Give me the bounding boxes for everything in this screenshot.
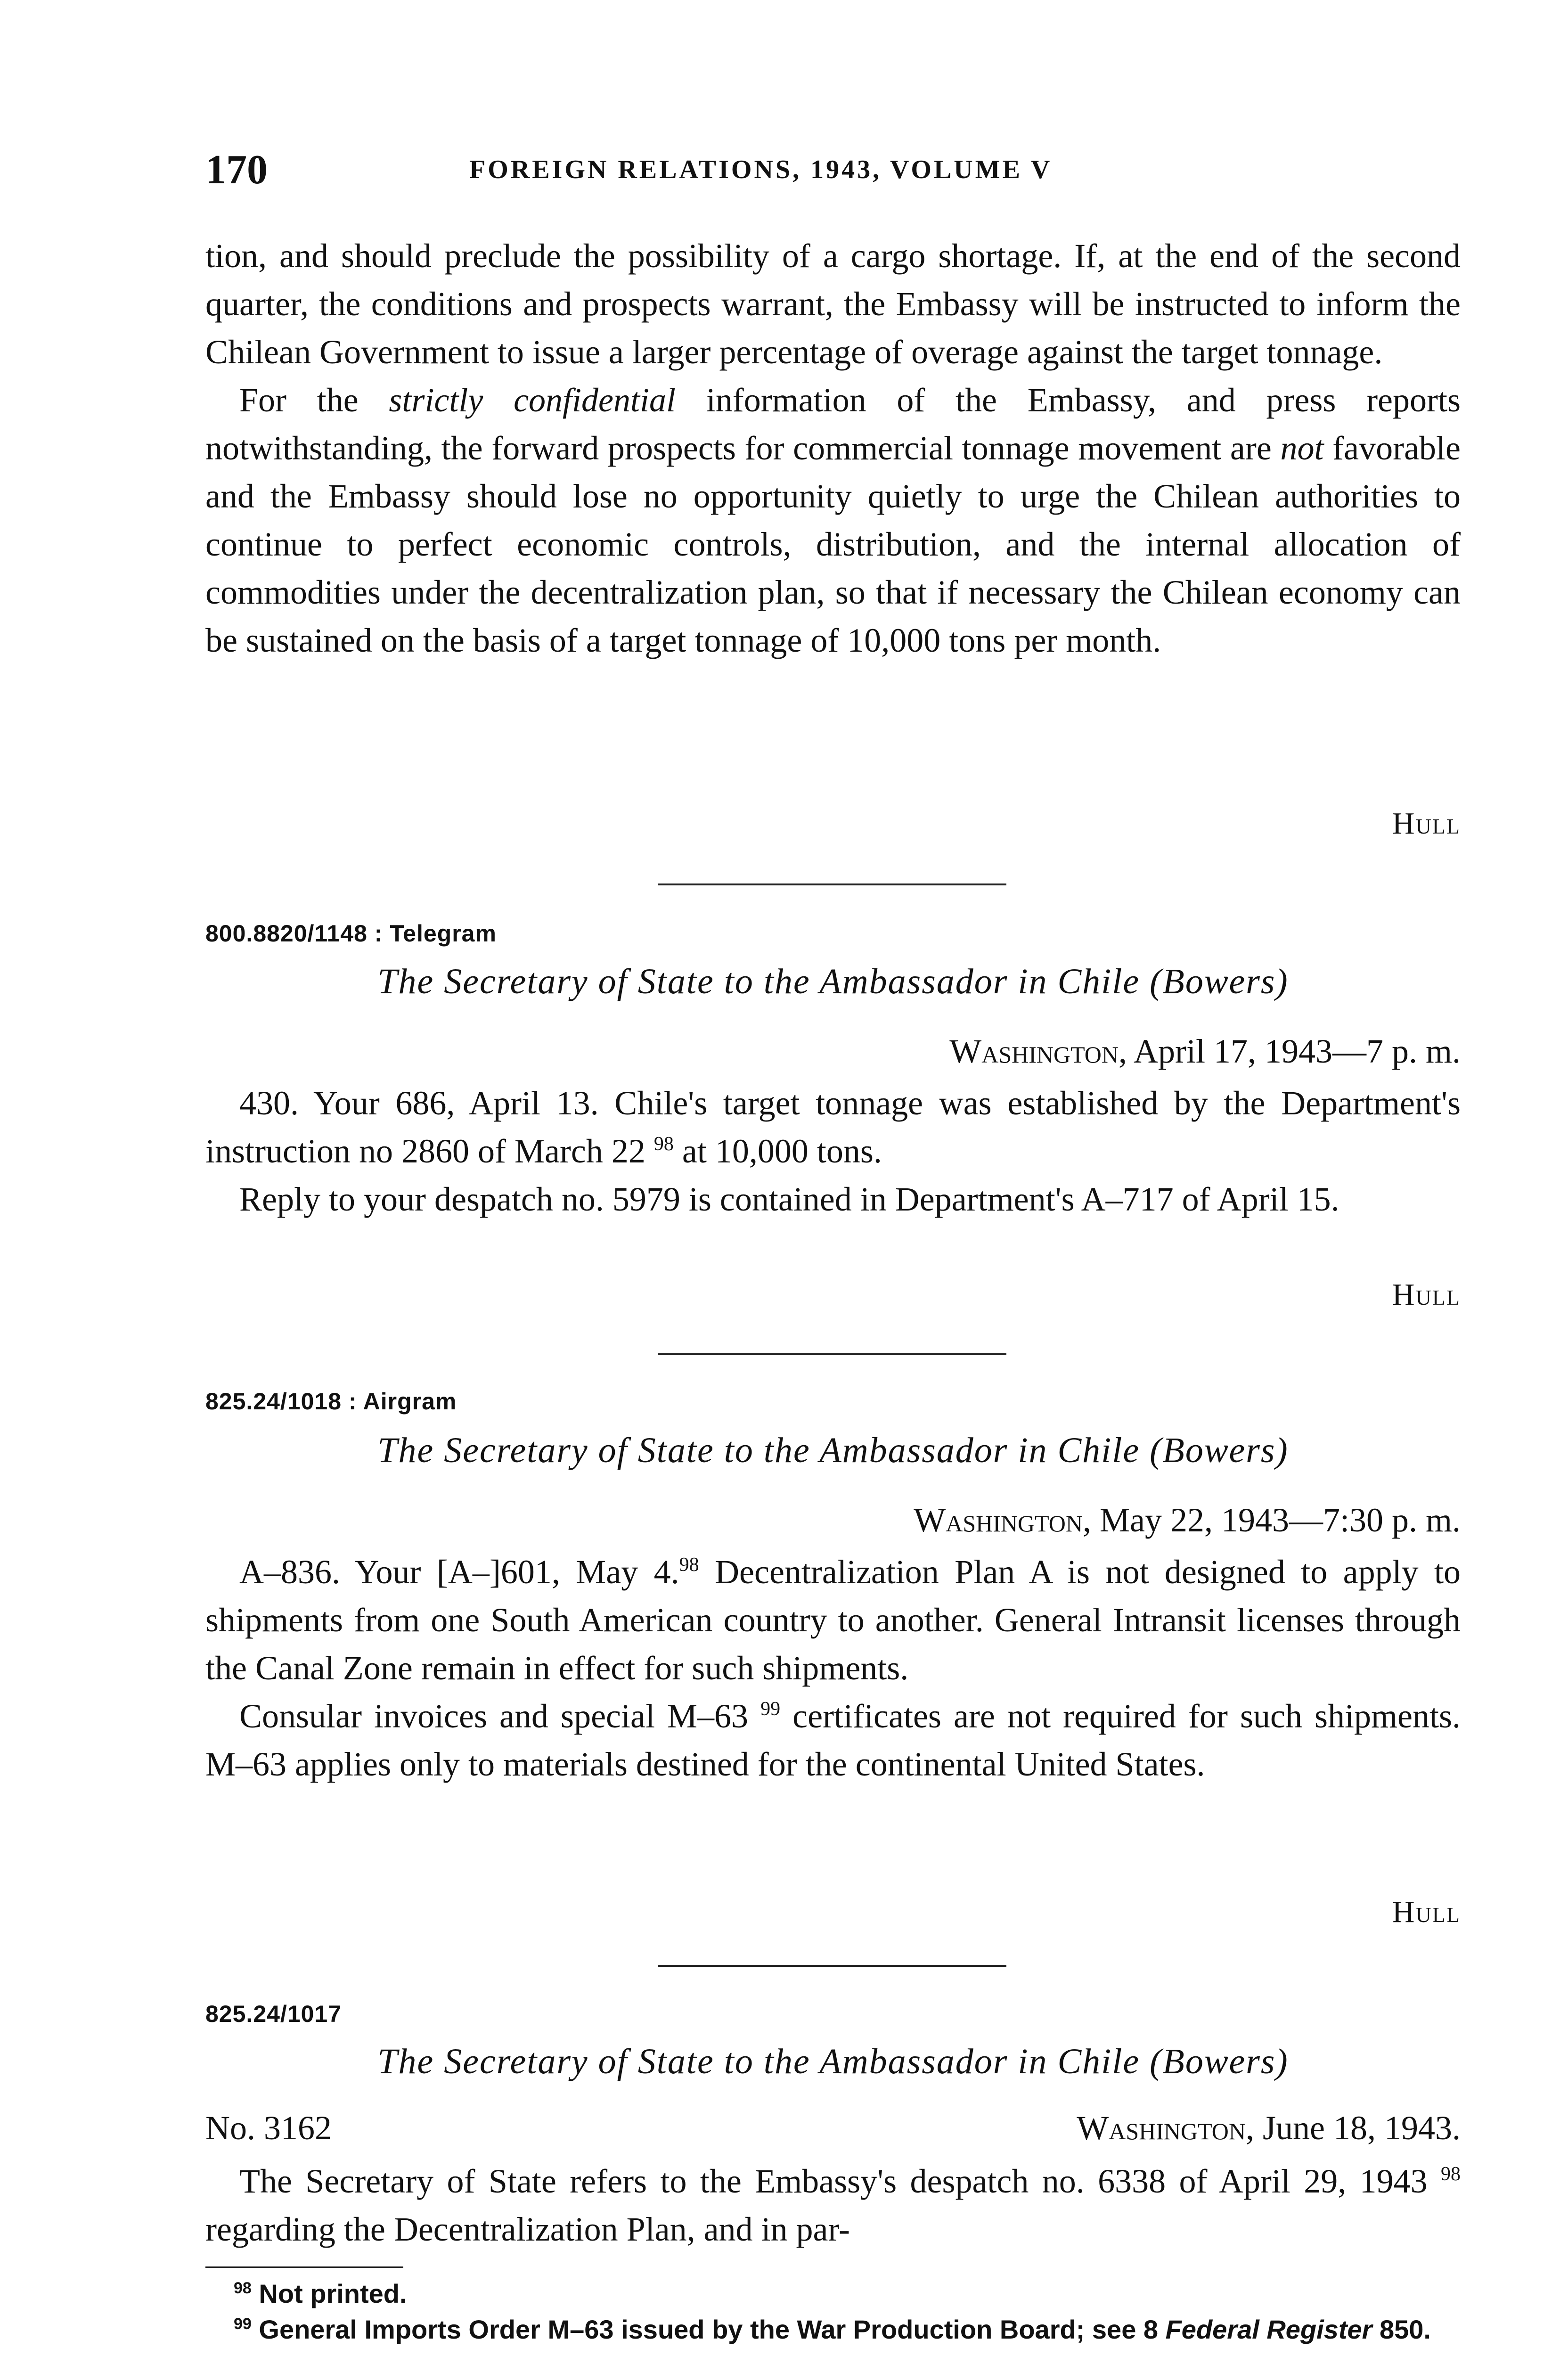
footnote-ref: 98 (679, 1554, 699, 1576)
file-number-2: 825.24/1018 : Airgram (205, 1388, 457, 1415)
footnote-divider (205, 2266, 403, 2268)
signature-hull-2: Hull (1392, 1277, 1461, 1312)
footnote-ref: 99 (760, 1698, 781, 1720)
dateline-3: Washington, June 18, 1943. (1077, 2109, 1461, 2147)
emphasis-not: not (1280, 429, 1324, 467)
address-heading-3: The Secretary of State to the Ambassador in Chile (Bowers) (377, 2042, 1289, 2081)
footnote-ref: 98 (1441, 2163, 1461, 2185)
continuation-paragraph-2: For the strictly confidential information of the Embassy, and press reports notwithstanding, the forward prospects for commercial tonnage movement are not favorable and the Embassy should lose no opportunity quietly to urge the Chilean authorities to continue to perfect economic controls, distribution, and the internal allocation of commodities under the decentralization plan, so that if necessary the Chilean economy can be sustained on the basis of a target tonnage of 10,000 tons per month. (205, 381, 1461, 659)
section-divider (658, 1353, 1006, 1355)
instruction-paragraph-1: The Secretary of State refers to the Embassy's despatch no. 6338 of April 29, 1943 $^{98}$ regarding the Decentralization Plan, and in par- (205, 2162, 1461, 2248)
file-number-3: 825.24/1017 (205, 2001, 342, 2027)
telegram-body (205, 1079, 1461, 1223)
address-heading-1: The Secretary of State to the Ambassador in Chile (Bowers) (377, 962, 1289, 1001)
section-divider (658, 1965, 1006, 1967)
telegram-paragraph-1: 430. Your 686, April 13. Chile's target tonnage was established by the Department's instruction no 2860 of March 22 $^{98}$ at 10,000 tons. (205, 1084, 1461, 1170)
airgram-paragraph-2: Consular invoices and special M–63 $^{99}$ certificates are not required for such shipments. M–63 applies only to materials destined for the continental United States. (205, 1697, 1461, 1783)
airgram-body (205, 1548, 1461, 1788)
footnotes (205, 2276, 1461, 2348)
page-number: 170 (205, 147, 268, 193)
emphasis-strictly-confidential: strictly confidential (389, 381, 676, 419)
footnote-98: $^{98}$ Not printed. (234, 2279, 407, 2308)
continuation-paragraph-1: tion, and should preclude the possibility of a cargo shortage. If, at the end of the second quarter, the conditions and prospects warrant, the Embassy will be instructed to inform the Chilean Government to issue a larger percentage of overage against the target tonnage. (205, 237, 1461, 371)
footnote-ref: 98 (653, 1133, 674, 1155)
running-head: FOREIGN RELATIONS, 1943, VOLUME V (469, 155, 1053, 184)
airgram-paragraph-1: A–836. Your [A–]601, May 4.98 Decentralization Plan A is not designed to apply to shipments from one South American country to another. General Intransit licenses through the Canal Zone remain in effect for such shipments. (205, 1553, 1461, 1687)
signature-hull-1: Hull (1392, 806, 1461, 841)
instruction-body (205, 2157, 1461, 2253)
instruction-number-line (205, 2109, 1461, 2148)
dateline-1: Washington, April 17, 1943—7 p. m. (949, 1032, 1461, 1070)
page-header (205, 146, 1461, 193)
continuation-section (205, 232, 1461, 664)
signature-hull-3: Hull (1392, 1895, 1461, 1929)
footnote-99: $^{99}$ General Imports Order M–63 issued by the War Production Board; see 8 Federal Register 850. (234, 2315, 1431, 2344)
telegram-paragraph-2: Reply to your despatch no. 5979 is contained in Department's A–717 of April 15. (239, 1180, 1339, 1218)
dateline-2: Washington, May 22, 1943—7:30 p. m. (914, 1501, 1461, 1539)
address-heading-2: The Secretary of State to the Ambassador in Chile (Bowers) (377, 1431, 1289, 1470)
instruction-number: No. 3162 (205, 2109, 332, 2147)
file-number-1: 800.8820/1148 : Telegram (205, 920, 497, 947)
section-divider (658, 884, 1006, 885)
